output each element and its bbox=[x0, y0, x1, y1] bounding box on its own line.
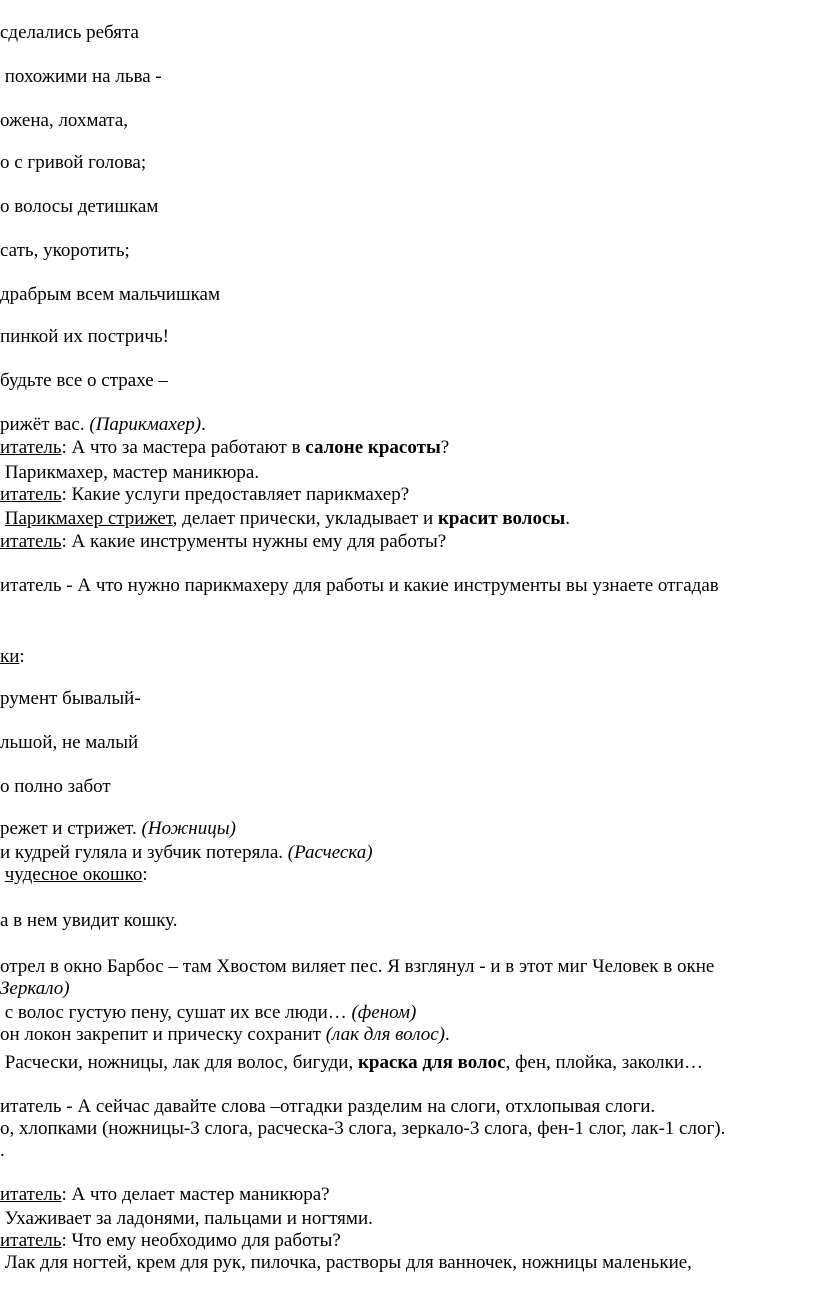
text-line bbox=[0, 1096, 655, 1118]
text-line bbox=[0, 326, 169, 348]
text-line bbox=[0, 1052, 703, 1074]
text-run: , фен, плойка, заколки… bbox=[505, 1052, 704, 1073]
text-line bbox=[0, 732, 138, 754]
text-run: чудесное окошко bbox=[4, 864, 143, 885]
text-run: красит волосы bbox=[437, 508, 566, 529]
text-run: итатель - А сейчас давайте слова –отгадки разделим на слоги, отхлопывая слоги. bbox=[0, 1096, 656, 1117]
text-line bbox=[0, 842, 373, 864]
text-run: с волос густую пену, сушат их все люди… bbox=[0, 1002, 352, 1023]
text-line bbox=[0, 152, 146, 174]
text-run: краска для волос bbox=[357, 1052, 506, 1073]
text-run: : bbox=[142, 864, 148, 885]
text-run: льшой, не малый bbox=[0, 732, 139, 753]
text-line bbox=[0, 284, 220, 306]
text-run: о с гривой голова; bbox=[0, 152, 147, 173]
text-run: итатель bbox=[0, 1230, 62, 1251]
text-run: : А что делает мастер маникюра? bbox=[61, 1184, 330, 1205]
text-run: : Какие услуги предоставляет парикмахер? bbox=[61, 484, 410, 505]
text-line bbox=[0, 818, 236, 840]
text-run: а в нем увидит кошку. bbox=[0, 910, 178, 931]
text-run: Ухаживает за ладонями, пальцами и ногтями. bbox=[0, 1208, 373, 1229]
text-line bbox=[0, 196, 158, 218]
text-run: : А что за мастера работают в bbox=[61, 437, 306, 458]
text-run: о, хлопками (ножницы-3 слога, расческа-3 слога, зеркало-3 слога, фен-1 слог, лак-1 слог). bbox=[0, 1118, 726, 1139]
text-line bbox=[0, 1118, 725, 1140]
text-run: (Ножницы) bbox=[141, 818, 236, 839]
text-run: итатель bbox=[0, 437, 62, 458]
text-run: режет и стрижет. bbox=[0, 818, 142, 839]
text-line bbox=[0, 370, 168, 392]
text-run: ожена, лохмата, bbox=[0, 110, 128, 131]
text-line bbox=[0, 1252, 692, 1274]
text-run: о полно забот bbox=[0, 776, 111, 797]
text-line bbox=[0, 66, 162, 88]
text-line bbox=[0, 776, 111, 798]
text-line bbox=[0, 508, 570, 530]
text-line bbox=[0, 646, 25, 668]
text-run: похожими на льва - bbox=[0, 66, 162, 87]
text-line bbox=[0, 1208, 373, 1230]
text-run: итатель bbox=[0, 484, 62, 505]
text-run: итатель - А что нужно парикмахеру для работы и какие инструменты вы узнаете отгадав bbox=[0, 575, 719, 596]
text-line bbox=[0, 437, 449, 459]
text-run: сделались ребята bbox=[0, 22, 139, 43]
text-run: (Расческа) bbox=[287, 842, 373, 863]
text-line bbox=[0, 956, 714, 978]
text-run: Лак для ногтей, крем для рук, пилочка, растворы для ванночек, ножницы маленькие, bbox=[0, 1252, 692, 1273]
text-line bbox=[0, 1024, 450, 1046]
text-line bbox=[0, 110, 128, 132]
text-run: он локон закрепит и прическу сохранит bbox=[0, 1024, 326, 1045]
text-run: будьте все о страхе – bbox=[0, 370, 168, 391]
text-run: сать, укоротить; bbox=[0, 240, 130, 261]
text-run: , делает прически, укладывает и bbox=[172, 508, 438, 529]
text-run: Расчески, ножницы, лак для волос, бигуди, bbox=[0, 1052, 358, 1073]
text-run: : Что ему необходимо для работы? bbox=[61, 1230, 341, 1251]
text-run: румент бывалый- bbox=[0, 688, 141, 709]
text-run: . bbox=[444, 1024, 450, 1045]
text-run: : А какие инструменты нужны ему для работы? bbox=[61, 531, 447, 552]
text-run: (феном) bbox=[351, 1002, 417, 1023]
text-line bbox=[0, 1230, 341, 1252]
text-line bbox=[0, 22, 139, 44]
text-run: : bbox=[19, 646, 25, 667]
text-run: (Парикмахер) bbox=[89, 414, 202, 435]
text-line bbox=[0, 1140, 5, 1162]
text-run: салоне красоты bbox=[305, 437, 441, 458]
text-line bbox=[0, 1184, 330, 1206]
text-run: итатель bbox=[0, 531, 62, 552]
text-line bbox=[0, 1002, 416, 1024]
text-line bbox=[0, 484, 409, 506]
text-run: итатель bbox=[0, 1184, 62, 1205]
text-run: . bbox=[565, 508, 570, 529]
text-line bbox=[0, 575, 719, 597]
text-run: рижёт вас. bbox=[0, 414, 90, 435]
text-run: Парикмахер стрижет bbox=[4, 508, 173, 529]
text-line bbox=[0, 688, 141, 710]
text-line bbox=[0, 978, 70, 1000]
text-line bbox=[0, 864, 148, 886]
text-run: пинкой их постричь! bbox=[0, 326, 169, 347]
text-run: Парикмахер, мастер маникюра. bbox=[0, 462, 260, 483]
text-run: о волосы детишкам bbox=[0, 196, 159, 217]
text-line bbox=[0, 240, 130, 262]
text-line bbox=[0, 910, 178, 932]
text-line bbox=[0, 531, 446, 553]
text-run: . bbox=[201, 414, 206, 435]
text-run: отрел в окно Барбос – там Хвостом виляет пес. Я взглянул - и в этот миг Человек в окне bbox=[0, 956, 715, 977]
text-line bbox=[0, 414, 206, 436]
text-line bbox=[0, 462, 259, 484]
text-run: Зеркало) bbox=[0, 978, 70, 999]
text-run: дрaбрым всем мальчишкам bbox=[0, 284, 220, 305]
text-run: ки bbox=[0, 646, 20, 667]
text-run: ? bbox=[440, 437, 450, 458]
text-run: и кудрей гуляла и зубчик потеряла. bbox=[0, 842, 288, 863]
text-run: . bbox=[0, 1140, 5, 1161]
text-run: (лак для волос) bbox=[325, 1024, 445, 1045]
